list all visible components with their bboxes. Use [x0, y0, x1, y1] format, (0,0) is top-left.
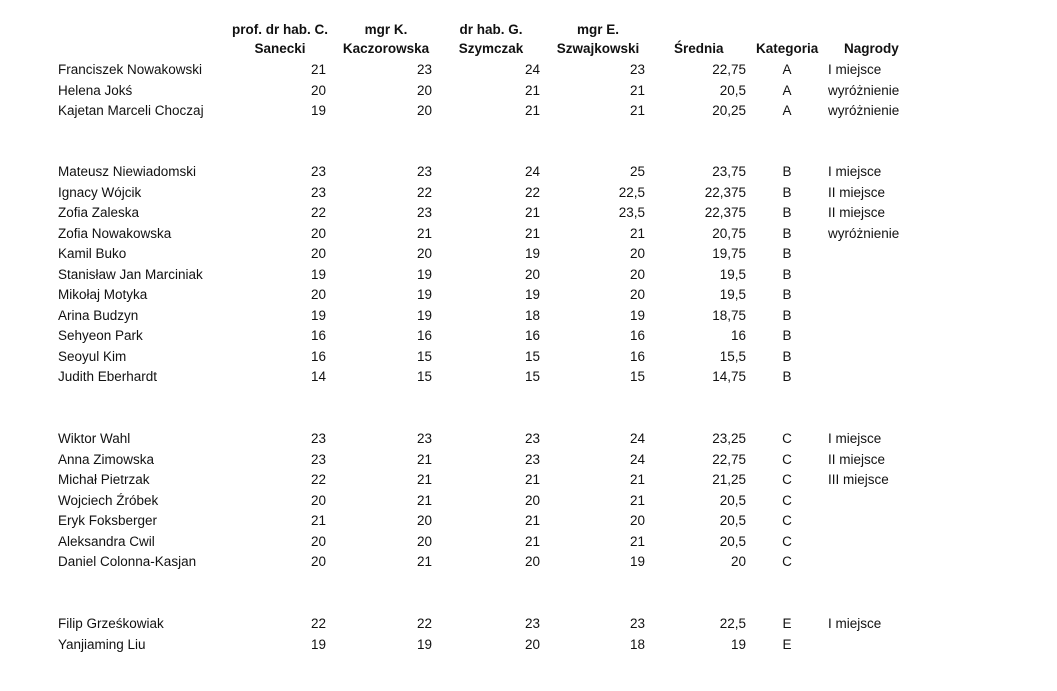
contestant-name: Michał Pietrzak	[58, 472, 150, 487]
score-judge-1: 16	[310, 328, 326, 343]
category-label: B	[782, 225, 792, 241]
score-judge-3: 24	[524, 164, 540, 179]
average-score: 22,375	[704, 205, 746, 220]
score-judge-4: 16	[629, 328, 645, 343]
score-judge-2: 23	[416, 62, 432, 77]
score-judge-1: 14	[310, 369, 326, 384]
average-score: 20,5	[719, 533, 746, 549]
contestant-name: Helena Jokś	[58, 82, 133, 98]
score-judge-4: 19	[629, 307, 645, 323]
table-row	[0, 162, 1057, 182]
category-label: B	[782, 307, 792, 323]
contestant-name: Anna Zimowska	[58, 451, 155, 467]
score-judge-1: 20	[310, 246, 326, 261]
category-label: B	[782, 266, 792, 282]
score-judge-1: 23	[310, 164, 326, 179]
contestant-name: Filip Grześkowiak	[58, 616, 164, 631]
score-judge-2: 20	[416, 246, 432, 261]
score-judge-4: 21	[629, 533, 645, 549]
score-judge-4: 21	[629, 472, 645, 487]
average-score: 20,75	[712, 225, 746, 241]
table-row	[0, 552, 1057, 572]
score-judge-1: 19	[310, 103, 326, 118]
score-judge-4: 21	[629, 103, 645, 118]
score-judge-4: 24	[629, 451, 645, 467]
score-judge-2: 20	[416, 82, 432, 98]
contestant-name: Yanjiaming Liu	[58, 636, 146, 652]
award-label: I miejsce	[828, 616, 882, 631]
score-judge-3: 24	[524, 62, 540, 77]
score-judge-4: 21	[629, 82, 645, 98]
score-judge-2: 20	[416, 103, 432, 118]
score-judge-1: 22	[310, 472, 326, 487]
score-judge-3: 21	[524, 472, 540, 487]
score-judge-4: 25	[629, 164, 645, 179]
score-judge-3: 21	[524, 205, 540, 220]
score-judge-2: 23	[416, 205, 432, 220]
score-judge-3: 16	[524, 328, 540, 343]
average-score: 14,75	[712, 369, 746, 384]
header-judge-3-line-2: Szymczak	[458, 41, 524, 56]
table-row	[0, 244, 1057, 264]
score-judge-3: 21	[524, 82, 540, 98]
score-judge-4: 18	[629, 636, 645, 652]
contestant-name: Eryk Foksberger	[58, 513, 158, 528]
contestant-name: Aleksandra Cwil	[58, 533, 155, 549]
table-row	[0, 306, 1057, 326]
average-score: 19,5	[719, 266, 746, 282]
score-judge-2: 16	[416, 328, 432, 343]
average-score: 19	[730, 636, 746, 652]
table-row	[0, 429, 1057, 449]
category-label: C	[782, 431, 792, 446]
score-judge-4: 19	[629, 554, 645, 569]
award-label: I miejsce	[828, 164, 882, 179]
score-judge-2: 15	[416, 369, 432, 384]
category-label: B	[782, 164, 792, 179]
score-judge-3: 19	[524, 287, 540, 302]
score-judge-1: 19	[310, 636, 326, 652]
score-judge-4: 23,5	[618, 205, 645, 220]
category-label: E	[782, 616, 792, 631]
category-label: E	[782, 636, 792, 652]
contestant-name: Mateusz Niewiadomski	[58, 164, 197, 179]
score-judge-3: 18	[524, 307, 540, 323]
header-awards: Nagrody	[844, 41, 899, 56]
average-score: 20,5	[719, 513, 746, 528]
contestant-name: Kajetan Marceli Choczaj	[58, 103, 204, 118]
score-judge-3: 20	[524, 492, 540, 508]
score-judge-3: 15	[524, 348, 540, 364]
score-judge-1: 21	[310, 513, 326, 528]
score-judge-3: 20	[524, 554, 540, 569]
table-row	[0, 101, 1057, 121]
award-label: II miejsce	[828, 184, 886, 200]
award-label: wyróżnienie	[828, 82, 900, 98]
average-score: 22,75	[712, 62, 746, 77]
score-judge-4: 20	[629, 513, 645, 528]
contestant-name: Daniel Colonna-Kasjan	[58, 554, 197, 569]
score-judge-4: 23	[629, 62, 645, 77]
header-judge-4	[552, 20, 644, 58]
header-judge-2-line-1: mgr K.	[364, 22, 408, 37]
average-score: 23,25	[712, 431, 746, 446]
score-judge-4: 21	[629, 492, 645, 508]
category-label: C	[782, 513, 792, 528]
contestant-name: Stanisław Jan Marciniak	[58, 266, 203, 282]
table-row	[0, 81, 1057, 101]
header-judge-3-line-1: dr hab. G.	[459, 22, 523, 37]
table-row	[0, 491, 1057, 511]
score-judge-2: 19	[416, 307, 432, 323]
table-row	[0, 347, 1057, 367]
score-judge-2: 23	[416, 164, 432, 179]
score-judge-1: 20	[310, 492, 326, 508]
category-label: C	[782, 472, 792, 487]
average-score: 20,5	[719, 82, 746, 98]
average-score: 20,25	[712, 103, 746, 118]
table-row	[0, 511, 1057, 531]
score-judge-2: 21	[416, 492, 432, 508]
score-judge-3: 19	[524, 246, 540, 261]
header-judge-1-line-2: Sanecki	[254, 41, 306, 56]
average-score: 15,5	[719, 348, 746, 364]
score-judge-4: 23	[629, 616, 645, 631]
contestant-name: Zofia Zaleska	[58, 205, 140, 220]
score-judge-2: 19	[416, 287, 432, 302]
table-row	[0, 532, 1057, 552]
average-score: 22,75	[712, 451, 746, 467]
contestant-name: Zofia Nowakowska	[58, 225, 172, 241]
score-judge-1: 20	[310, 554, 326, 569]
table-row	[0, 450, 1057, 470]
header-judge-2-line-2: Kaczorowska	[342, 41, 430, 56]
contestant-name: Seoyul Kim	[58, 348, 127, 364]
score-judge-1: 19	[310, 266, 326, 282]
award-label: I miejsce	[828, 62, 882, 77]
contestant-name: Franciszek Nowakowski	[58, 62, 203, 77]
score-judge-2: 21	[416, 225, 432, 241]
category-label: B	[782, 205, 792, 220]
score-judge-4: 20	[629, 266, 645, 282]
score-judge-4: 20	[629, 246, 645, 261]
score-judge-1: 23	[310, 431, 326, 446]
header-category: Kategoria	[756, 41, 819, 56]
score-judge-2: 15	[416, 348, 432, 364]
contestant-name: Wiktor Wahl	[58, 431, 131, 446]
header-average: Średnia	[674, 41, 724, 56]
score-judge-1: 23	[310, 451, 326, 467]
table-row	[0, 265, 1057, 285]
category-label: C	[782, 533, 792, 549]
score-judge-4: 21	[629, 225, 645, 241]
score-judge-1: 20	[310, 225, 326, 241]
score-judge-2: 21	[416, 472, 432, 487]
score-judge-4: 20	[629, 287, 645, 302]
average-score: 19,75	[712, 246, 746, 261]
contestant-name: Arina Budzyn	[58, 307, 139, 323]
category-label: B	[782, 328, 792, 343]
header-judge-1-line-1: prof. dr hab. C.	[232, 22, 328, 37]
score-judge-3: 23	[524, 451, 540, 467]
average-score: 19,5	[719, 287, 746, 302]
category-label: A	[782, 62, 792, 77]
award-label: wyróżnienie	[828, 103, 900, 118]
contestant-name: Wojciech Źróbek	[58, 492, 159, 508]
average-score: 21,25	[712, 472, 746, 487]
score-judge-3: 20	[524, 636, 540, 652]
table-row	[0, 367, 1057, 387]
category-label: C	[782, 451, 792, 467]
contestant-name: Ignacy Wójcik	[58, 184, 142, 200]
table-row	[0, 60, 1057, 80]
score-judge-1: 16	[310, 348, 326, 364]
score-judge-2: 19	[416, 636, 432, 652]
score-judge-3: 23	[524, 616, 540, 631]
table-row	[0, 470, 1057, 490]
header-judge-3	[446, 20, 536, 58]
contestant-name: Judith Eberhardt	[58, 369, 158, 384]
table-row	[0, 635, 1057, 655]
category-label: B	[782, 246, 792, 261]
score-judge-1: 23	[310, 184, 326, 200]
category-label: B	[782, 348, 792, 364]
score-judge-3: 21	[524, 533, 540, 549]
score-judge-2: 21	[416, 451, 432, 467]
score-judge-1: 20	[310, 82, 326, 98]
score-judge-3: 21	[524, 103, 540, 118]
award-label: wyróżnienie	[828, 225, 900, 241]
score-judge-2: 21	[416, 554, 432, 569]
score-judge-3: 21	[524, 513, 540, 528]
average-score: 16	[730, 328, 746, 343]
score-judge-2: 19	[416, 266, 432, 282]
score-judge-4: 24	[629, 431, 645, 446]
category-label: A	[782, 82, 792, 98]
contestant-name: Sehyeon Park	[58, 328, 143, 343]
contestant-name: Kamil Buko	[58, 246, 127, 261]
header-judge-1	[230, 20, 330, 58]
score-judge-3: 22	[524, 184, 540, 200]
header-judge-4-line-2: Szwajkowski	[556, 41, 640, 56]
award-label: II miejsce	[828, 205, 886, 220]
score-judge-1: 22	[310, 205, 326, 220]
average-score: 20	[730, 554, 746, 569]
average-score: 22,375	[704, 184, 746, 200]
header-judge-2	[338, 20, 434, 58]
score-judge-2: 23	[416, 431, 432, 446]
score-judge-2: 22	[416, 616, 432, 631]
table-row	[0, 183, 1057, 203]
table-row	[0, 614, 1057, 634]
score-judge-4: 22,5	[618, 184, 645, 200]
table-row	[0, 285, 1057, 305]
average-score: 20,5	[719, 492, 746, 508]
average-score: 23,75	[712, 164, 746, 179]
score-judge-4: 15	[629, 369, 645, 384]
category-label: A	[782, 103, 792, 118]
score-judge-1: 19	[310, 307, 326, 323]
score-judge-1: 20	[310, 533, 326, 549]
score-judge-2: 20	[416, 513, 432, 528]
score-judge-2: 20	[416, 533, 432, 549]
category-label: C	[782, 492, 792, 508]
score-judge-2: 22	[416, 184, 432, 200]
category-label: C	[782, 554, 792, 569]
category-label: B	[782, 369, 792, 384]
score-judge-1: 20	[310, 287, 326, 302]
score-judge-3: 15	[524, 369, 540, 384]
award-label: II miejsce	[828, 451, 886, 467]
award-label: I miejsce	[828, 431, 882, 446]
header-judge-4-line-1: mgr E.	[576, 22, 619, 37]
score-judge-3: 21	[524, 225, 540, 241]
score-judge-1: 21	[310, 62, 326, 77]
category-label: B	[782, 287, 792, 302]
contestant-name: Mikołaj Motyka	[58, 287, 148, 302]
table-row	[0, 326, 1057, 346]
average-score: 22,5	[719, 616, 746, 631]
category-label: B	[782, 184, 792, 200]
average-score: 18,75	[712, 307, 746, 323]
table-row	[0, 224, 1057, 244]
score-judge-3: 20	[524, 266, 540, 282]
score-judge-4: 16	[629, 348, 645, 364]
award-label: III miejsce	[828, 472, 889, 487]
table-row	[0, 203, 1057, 223]
score-judge-3: 23	[524, 431, 540, 446]
score-judge-1: 22	[310, 616, 326, 631]
